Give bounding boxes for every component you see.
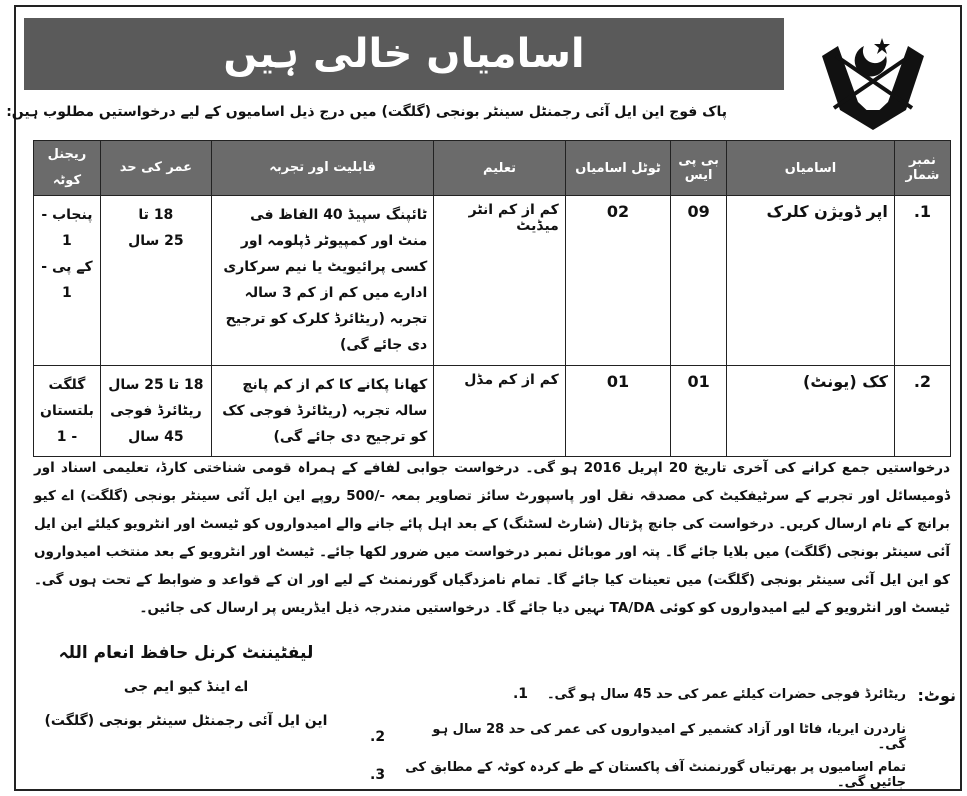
notes-section bbox=[370, 668, 960, 788]
quota-line: کے پی - 1 bbox=[41, 259, 93, 301]
signatory-designation: اے اینڈ کیو ایم جی bbox=[123, 679, 249, 695]
header-age: عمر کی حد bbox=[100, 141, 211, 196]
header-quota: ریجنل کوٹہ bbox=[34, 141, 101, 196]
education-cell: کم از کم انٹر میڈیٹ bbox=[434, 196, 566, 366]
header-bps: بی پی ایس bbox=[671, 141, 727, 196]
post-cell: اپر ڈویژن کلرک bbox=[727, 196, 895, 366]
bps-cell: 01 bbox=[671, 366, 727, 457]
post-cell: کک (یونٹ) bbox=[727, 366, 895, 457]
header-total: ٹوٹل اسامیاں bbox=[565, 141, 670, 196]
age-line: 18 تا bbox=[138, 207, 174, 223]
army-crescent-swords-emblem-icon bbox=[808, 16, 938, 134]
serial-cell: 1. bbox=[894, 196, 950, 366]
note-item bbox=[370, 760, 906, 790]
note-item bbox=[370, 722, 906, 752]
signatory-name: لیفٹیننٹ کرنل حافظ انعام اللہ bbox=[58, 643, 314, 663]
header-post: اسامیاں bbox=[727, 141, 895, 196]
subtitle: پاک فوج این ایل آئی رجمنٹل سینٹر بونجی (گلگت) میں درج ذیل اسامیوں کے لیے درخواستیں مطلوب ہیں: bbox=[6, 104, 727, 120]
age-cell bbox=[100, 366, 211, 457]
age-cell bbox=[100, 196, 211, 366]
quota-line: گلگت بلتستان - 1 bbox=[40, 377, 94, 445]
age-line: 25 سال bbox=[128, 233, 184, 249]
qualification-cell: کھانا پکانے کا کم از کم پانچ سالہ تجربہ (ریٹائرڈ فوجی کک کو ترجیح دی جائے گی) bbox=[211, 366, 433, 457]
table-header-row bbox=[34, 141, 951, 196]
vacancies-table bbox=[33, 140, 951, 457]
table-row bbox=[34, 196, 951, 366]
table-row bbox=[34, 366, 951, 457]
bps-cell: 09 bbox=[671, 196, 727, 366]
header-serial: نمبر شمار bbox=[894, 141, 950, 196]
quota-cell bbox=[34, 366, 101, 457]
note-text: تمام اسامیوں پر بھرتیاں گورنمنٹ آف پاکستان کے طے کردہ کوٹہ کے مطابق کی جائیں گی۔ bbox=[405, 760, 906, 790]
quota-cell bbox=[34, 196, 101, 366]
note-number: 3. bbox=[370, 767, 386, 783]
header-qualification: قابلیت اور تجربہ bbox=[211, 141, 433, 196]
note-text: ناردرن ایریا، فاٹا اور آزاد کشمیر کے امیدواروں کی عمر کی حد 28 سال ہو گی۔ bbox=[432, 722, 906, 752]
page-title: اسامیاں خالی ہیں bbox=[223, 31, 585, 77]
quota-line: پنجاب - 1 bbox=[41, 207, 93, 249]
age-line: 18 تا 25 سال bbox=[108, 377, 204, 393]
header-education: تعلیم bbox=[434, 141, 566, 196]
header-bar bbox=[24, 18, 784, 90]
total-cell: 02 bbox=[565, 196, 670, 366]
serial-cell: 2. bbox=[894, 366, 950, 457]
note-number: 1. bbox=[512, 686, 529, 702]
qualification-cell: ٹائپنگ سپیڈ 40 الفاظ فی منٹ اور کمپیوٹر ڈپلومہ اور کسی پرائیویٹ یا نیم سرکاری ادارے میں کم از کم 3 سالہ تجربہ (ریٹائرڈ کلرک کو ترجیح دی جائے گی) bbox=[211, 196, 433, 366]
education-cell: کم از کم مڈل bbox=[434, 366, 566, 457]
note-number: 2. bbox=[370, 729, 386, 745]
total-cell: 01 bbox=[565, 366, 670, 457]
instructions-paragraph bbox=[34, 454, 950, 622]
notes-heading: نوٹ: bbox=[917, 686, 956, 705]
age-line: ریٹائرڈ فوجی 45 سال bbox=[110, 403, 202, 445]
note-text: ریٹائرڈ فوجی حضرات کیلئے عمر کی حد 45 سال ہو گی۔ bbox=[546, 686, 906, 702]
note-item bbox=[513, 686, 906, 702]
signatory-address: این ایل آئی رجمنٹل سینٹر بونجی (گلگت) bbox=[44, 713, 328, 729]
signature-block bbox=[36, 636, 336, 738]
instructions-text: درخواستیں جمع کرانے کی آخری تاریخ 20 اپریل 2016 ہو گی۔ درخواست جوابی لفافے کے ہمراہ قومی شناختی کارڈ، تعلیمی اسناد اور ڈومیسائل اور تجربے کے سرٹیفکیٹ کی مصدقہ نقل اور پاسپورٹ سائز تصاویر بمعہ -/500 روپے این ایل آئی سینٹر بونجی (گلگت) اے کیو برانچ کے نام ارسال کریں۔ درخواست کی جانچ پڑتال (شارٹ لسٹنگ) کے بعد اہل پائے جانے والے امیدواروں کو ٹیسٹ اور انٹرویو کیلئے این ایل آئی سینٹر بونجی (گلگت) میں بلایا جائے گا۔ پتہ اور موبائل نمبر درخواست میں ضرور لکھا جائے۔ ٹیسٹ اور انٹرویو کے بعد منتخب امیدواروں کو این ایل آئی سینٹر بونجی (گلگت) میں تعینات کیا جائے گا۔ تمام نامزدگیاں گورنمنٹ کے لیے اور ان کے قواعد و ضوابط کے تحت ہوں گی۔ ٹیسٹ اور انٹرویو کے لیے امیدواروں کو کوئی TA/DA نہیں دیا جائے گا۔ درخواستیں مندرجہ ذیل ایڈریس پر ارسال کی جائیں۔ bbox=[34, 460, 950, 616]
